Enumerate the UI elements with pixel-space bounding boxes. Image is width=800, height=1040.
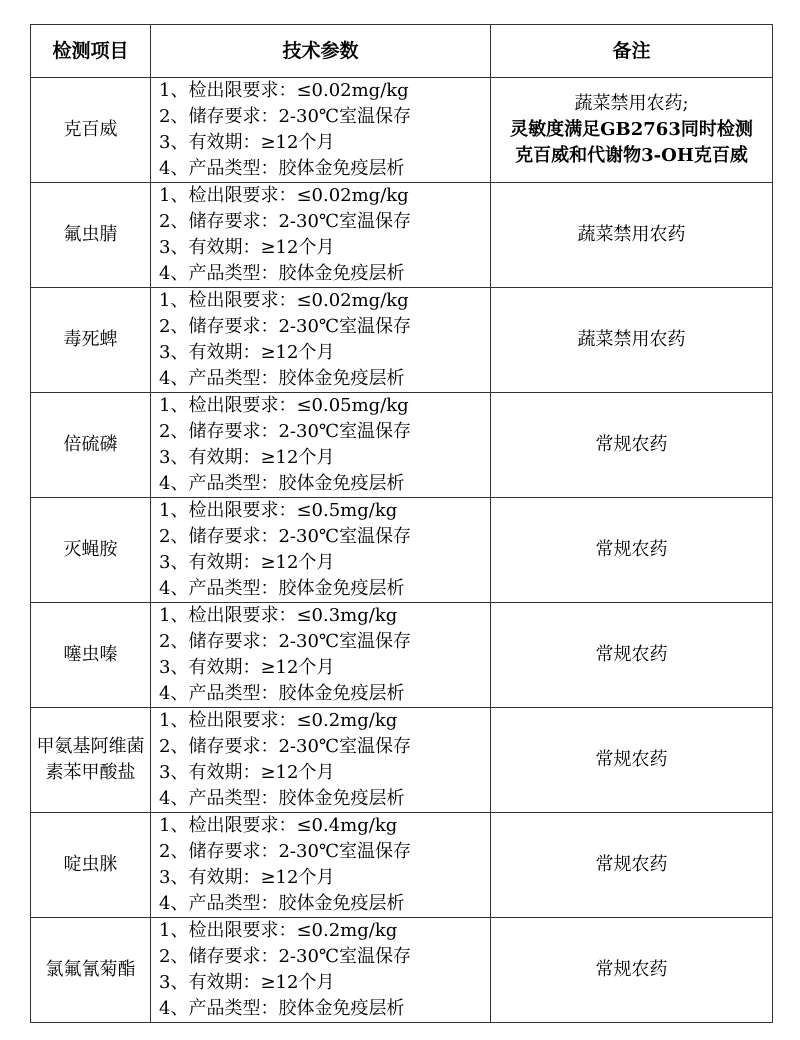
note-cell	[491, 918, 773, 1023]
table-body	[31, 78, 773, 1023]
spec-cell	[151, 183, 491, 288]
table-row	[31, 708, 773, 813]
table-row	[31, 393, 773, 498]
spec-cell	[151, 918, 491, 1023]
spec-line: 3、有效期：≥12个月	[159, 447, 335, 468]
spec-line: 3、有效期：≥12个月	[159, 132, 335, 153]
spec-cell	[151, 603, 491, 708]
spec-line: 4、产品类型：胶体金免疫层析	[159, 473, 405, 494]
note-cell	[491, 498, 773, 603]
table-row	[31, 603, 773, 708]
item-name: 氟虫腈	[31, 183, 151, 288]
spec-line: 2、储存要求：2-30℃室温保存	[159, 631, 412, 652]
table-row	[31, 918, 773, 1023]
note-line: 蔬菜禁用农药;	[574, 93, 689, 114]
spec-line: 4、产品类型：胶体金免疫层析	[159, 263, 405, 284]
note-cell	[491, 288, 773, 393]
header-note: 备注	[491, 25, 773, 78]
spec-line: 1、检出限要求：≤0.2mg/kg	[159, 710, 398, 731]
note-line: 常规农药	[595, 644, 668, 665]
note-line: 常规农药	[595, 434, 668, 455]
header-item: 检测项目	[31, 25, 151, 78]
item-name: 啶虫脒	[31, 813, 151, 918]
spec-line: 4、产品类型：胶体金免疫层析	[159, 368, 405, 389]
spec-line: 3、有效期：≥12个月	[159, 972, 335, 993]
spec-line: 1、检出限要求：≤0.02mg/kg	[159, 290, 409, 311]
spec-line: 2、储存要求：2-30℃室温保存	[159, 421, 412, 442]
table-header-row	[31, 25, 773, 78]
pesticide-test-table	[30, 24, 773, 1023]
table-row	[31, 288, 773, 393]
spec-cell	[151, 708, 491, 813]
spec-line: 2、储存要求：2-30℃室温保存	[159, 211, 412, 232]
spec-line: 1、检出限要求：≤0.02mg/kg	[159, 80, 409, 101]
item-name: 甲氨基阿维菌素苯甲酸盐	[31, 708, 151, 813]
note-line: 克百威和代谢物3-OH克百威	[515, 145, 748, 166]
spec-line: 4、产品类型：胶体金免疫层析	[159, 788, 405, 809]
note-cell	[491, 708, 773, 813]
note-line: 蔬菜禁用农药	[577, 224, 686, 245]
spec-line: 3、有效期：≥12个月	[159, 657, 335, 678]
spec-line: 2、储存要求：2-30℃室温保存	[159, 316, 412, 337]
spec-line: 1、检出限要求：≤0.2mg/kg	[159, 920, 398, 941]
note-line: 常规农药	[595, 749, 668, 770]
spec-line: 3、有效期：≥12个月	[159, 762, 335, 783]
note-line: 常规农药	[595, 959, 668, 980]
header-spec: 技术参数	[151, 25, 491, 78]
spec-line: 2、储存要求：2-30℃室温保存	[159, 736, 412, 757]
spec-line: 1、检出限要求：≤0.5mg/kg	[159, 500, 398, 521]
table-row	[31, 183, 773, 288]
note-line: 蔬菜禁用农药	[577, 329, 686, 350]
spec-line: 1、检出限要求：≤0.02mg/kg	[159, 185, 409, 206]
note-cell	[491, 183, 773, 288]
spec-line: 4、产品类型：胶体金免疫层析	[159, 158, 405, 179]
spec-line: 2、储存要求：2-30℃室温保存	[159, 106, 412, 127]
spec-line: 1、检出限要求：≤0.05mg/kg	[159, 395, 409, 416]
item-name: 毒死蜱	[31, 288, 151, 393]
spec-line: 1、检出限要求：≤0.4mg/kg	[159, 815, 398, 836]
spec-line: 4、产品类型：胶体金免疫层析	[159, 683, 405, 704]
spec-line: 2、储存要求：2-30℃室温保存	[159, 526, 412, 547]
table-row	[31, 498, 773, 603]
note-cell	[491, 78, 773, 183]
spec-cell	[151, 288, 491, 393]
note-cell	[491, 813, 773, 918]
spec-line: 3、有效期：≥12个月	[159, 867, 335, 888]
spec-cell	[151, 393, 491, 498]
item-name: 克百威	[31, 78, 151, 183]
spec-line: 4、产品类型：胶体金免疫层析	[159, 578, 405, 599]
table-row	[31, 813, 773, 918]
note-line: 灵敏度满足GB2763同时检测	[510, 119, 753, 140]
spec-cell	[151, 498, 491, 603]
note-line: 常规农药	[595, 539, 668, 560]
spec-line: 3、有效期：≥12个月	[159, 552, 335, 573]
note-line: 常规农药	[595, 854, 668, 875]
item-name: 灭蝇胺	[31, 498, 151, 603]
spec-line: 3、有效期：≥12个月	[159, 237, 335, 258]
item-name: 噻虫嗪	[31, 603, 151, 708]
spec-line: 4、产品类型：胶体金免疫层析	[159, 893, 405, 914]
spec-cell	[151, 813, 491, 918]
table-row	[31, 78, 773, 183]
spec-cell	[151, 78, 491, 183]
note-cell	[491, 603, 773, 708]
spec-line: 4、产品类型：胶体金免疫层析	[159, 998, 405, 1019]
note-cell	[491, 393, 773, 498]
item-name: 氯氟氰菊酯	[31, 918, 151, 1023]
spec-line: 1、检出限要求：≤0.3mg/kg	[159, 605, 398, 626]
spec-line: 3、有效期：≥12个月	[159, 342, 335, 363]
spec-line: 2、储存要求：2-30℃室温保存	[159, 841, 412, 862]
spec-line: 2、储存要求：2-30℃室温保存	[159, 946, 412, 967]
item-name: 倍硫磷	[31, 393, 151, 498]
